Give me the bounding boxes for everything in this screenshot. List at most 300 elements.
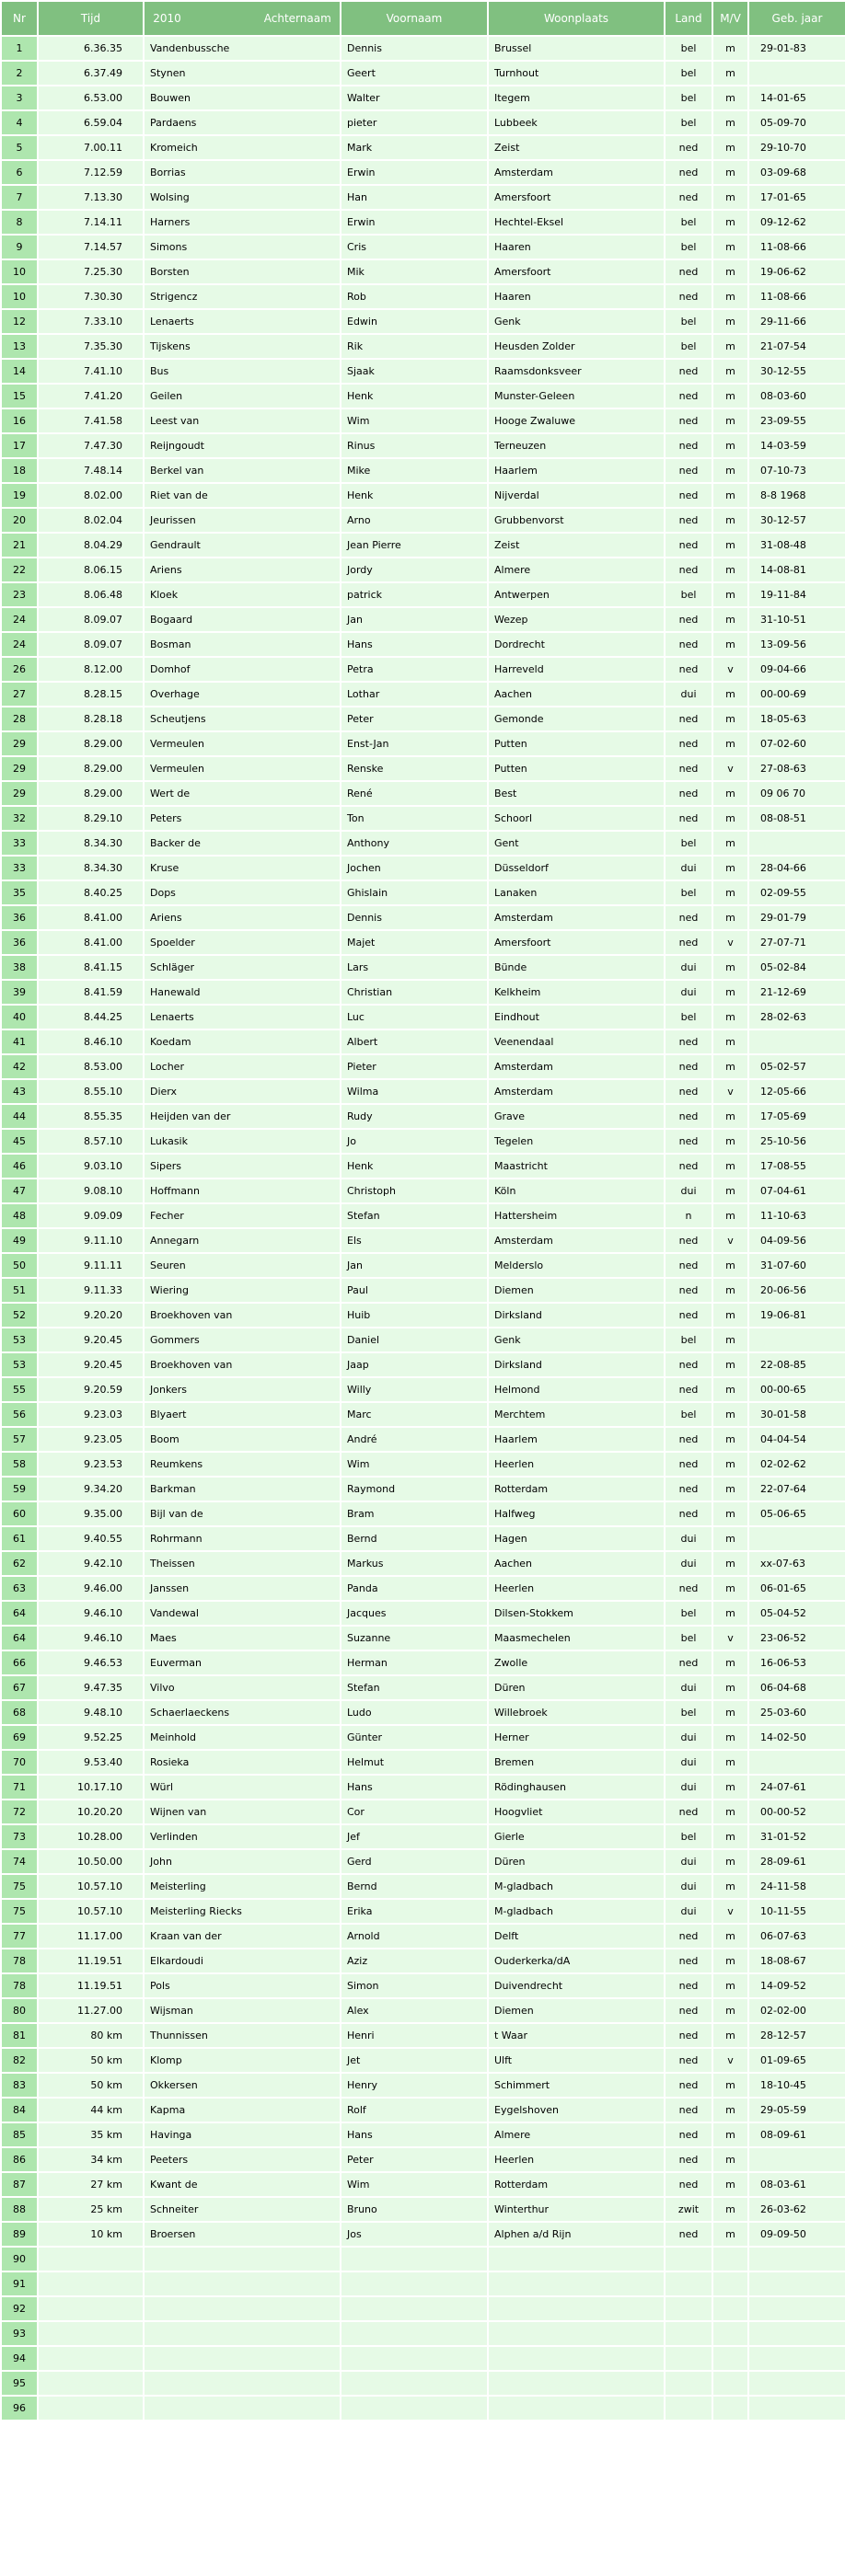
cell-geb-jaar: 06-07-63 (749, 1925, 845, 1948)
cell-land: bel (666, 211, 712, 234)
cell-woonplaats: Brussel (489, 37, 664, 60)
cell-land: ned (666, 434, 712, 457)
cell-mv (713, 2322, 747, 2345)
cell-tijd: 8.29.10 (39, 807, 143, 830)
cell-woonplaats: Heerlen (489, 1577, 664, 1600)
cell-nr: 21 (2, 534, 37, 557)
cell-voornaam: Simon (341, 1974, 487, 1997)
cell-geb-jaar: 12-05-66 (749, 1080, 845, 1103)
cell-tijd: 8.34.30 (39, 857, 143, 880)
cell-land: ned (666, 1353, 712, 1376)
cell-mv: m (713, 186, 747, 209)
cell-mv: m (713, 1204, 747, 1227)
table-row (2, 1453, 845, 1476)
cell-geb-jaar: 07-02-60 (749, 732, 845, 755)
cell-geb-jaar (749, 1328, 845, 1351)
cell-mv (713, 2272, 747, 2295)
cell-woonplaats: Köln (489, 1179, 664, 1202)
table-row (2, 1304, 845, 1327)
table-row (2, 608, 845, 631)
cell-voornaam: Wilma (341, 1080, 487, 1103)
cell-woonplaats: Grave (489, 1105, 664, 1128)
table-row (2, 360, 845, 383)
table-row (2, 981, 845, 1004)
cell-achternaam (145, 2248, 340, 2271)
cell-nr: 44 (2, 1105, 37, 1128)
cell-voornaam: Wim (341, 2173, 487, 2196)
cell-nr: 72 (2, 1800, 37, 1823)
cell-voornaam: Rudy (341, 1105, 487, 1128)
cell-nr: 5 (2, 136, 37, 159)
cell-land: ned (666, 1130, 712, 1153)
table-row (2, 1080, 845, 1103)
cell-land: bel (666, 86, 712, 109)
cell-tijd: 9.11.10 (39, 1229, 143, 1252)
header-woonplaats[interactable]: Woonplaats (489, 2, 664, 35)
cell-nr: 45 (2, 1130, 37, 1153)
cell-mv: m (713, 1925, 747, 1948)
cell-nr: 71 (2, 1776, 37, 1799)
cell-voornaam: Erwin (341, 211, 487, 234)
cell-geb-jaar: 11-08-66 (749, 285, 845, 308)
cell-woonplaats: Aachen (489, 1552, 664, 1575)
table-row (2, 832, 845, 855)
cell-geb-jaar: 28-12-57 (749, 2024, 845, 2047)
cell-achternaam: Pols (145, 1974, 340, 1997)
table-row (2, 1229, 845, 1252)
cell-land: ned (666, 484, 712, 507)
cell-geb-jaar (749, 2148, 845, 2171)
table-row (2, 1279, 845, 1302)
cell-tijd: 9.35.00 (39, 1502, 143, 1525)
cell-nr: 46 (2, 1155, 37, 1178)
cell-geb-jaar: 09-04-66 (749, 658, 845, 681)
cell-mv: m (713, 236, 747, 259)
cell-tijd: 7.25.30 (39, 260, 143, 283)
cell-land: ned (666, 509, 712, 532)
cell-geb-jaar: 05-09-70 (749, 111, 845, 134)
cell-nr: 38 (2, 956, 37, 979)
cell-mv (713, 2347, 747, 2370)
table-row (2, 1577, 845, 1600)
cell-nr: 4 (2, 111, 37, 134)
cell-nr: 93 (2, 2322, 37, 2345)
cell-tijd: 7.14.11 (39, 211, 143, 234)
cell-geb-jaar: 29-01-79 (749, 906, 845, 929)
cell-mv: m (713, 136, 747, 159)
cell-voornaam (341, 2322, 487, 2345)
cell-voornaam: Renske (341, 757, 487, 780)
cell-mv: m (713, 906, 747, 929)
cell-nr: 53 (2, 1353, 37, 1376)
cell-achternaam: Broekhoven van (145, 1353, 340, 1376)
cell-land: ned (666, 2024, 712, 2047)
cell-tijd: 80 km (39, 2024, 143, 2047)
cell-voornaam: Arnold (341, 1925, 487, 1948)
cell-tijd: 7.41.58 (39, 409, 143, 432)
cell-woonplaats: t Waar (489, 2024, 664, 2047)
table-row (2, 1949, 845, 1972)
cell-land: ned (666, 1378, 712, 1401)
cell-voornaam: Rolf (341, 2099, 487, 2122)
cell-woonplaats: Putten (489, 732, 664, 755)
cell-voornaam: Markus (341, 1552, 487, 1575)
cell-land: ned (666, 161, 712, 184)
cell-tijd: 6.37.49 (39, 62, 143, 85)
cell-land: zwit (666, 2198, 712, 2221)
cell-mv: m (713, 807, 747, 830)
cell-mv: m (713, 1800, 747, 1823)
cell-voornaam: Willy (341, 1378, 487, 1401)
cell-woonplaats: Wezep (489, 608, 664, 631)
table-row (2, 534, 845, 557)
cell-voornaam: Suzanne (341, 1627, 487, 1650)
cell-woonplaats: Almere (489, 2123, 664, 2146)
cell-nr: 1 (2, 37, 37, 60)
cell-land: ned (666, 658, 712, 681)
cell-geb-jaar: 18-08-67 (749, 1949, 845, 1972)
cell-land: ned (666, 2223, 712, 2246)
cell-achternaam: Dops (145, 881, 340, 904)
cell-mv: m (713, 1353, 747, 1376)
cell-land: ned (666, 732, 712, 755)
cell-geb-jaar: 29-01-83 (749, 37, 845, 60)
cell-mv (713, 2372, 747, 2395)
cell-tijd: 8.55.35 (39, 1105, 143, 1128)
cell-nr: 12 (2, 310, 37, 333)
cell-geb-jaar: 06-01-65 (749, 1577, 845, 1600)
header-achternaam-label: Achternaam (263, 12, 331, 25)
cell-geb-jaar: 30-01-58 (749, 1403, 845, 1426)
cell-mv: m (713, 1751, 747, 1774)
cell-land: bel (666, 1403, 712, 1426)
cell-voornaam (341, 2347, 487, 2370)
table-row (2, 111, 845, 134)
cell-geb-jaar (749, 2372, 845, 2395)
cell-achternaam: Seuren (145, 1254, 340, 1277)
cell-tijd: 27 km (39, 2173, 143, 2196)
cell-tijd: 35 km (39, 2123, 143, 2146)
cell-land: ned (666, 1478, 712, 1501)
cell-nr: 10 (2, 260, 37, 283)
cell-land: dui (666, 1776, 712, 1799)
cell-woonplaats: Dilsen-Stokkem (489, 1602, 664, 1625)
cell-nr: 68 (2, 1701, 37, 1724)
cell-woonplaats: M-gladbach (489, 1900, 664, 1923)
cell-tijd: 8.28.15 (39, 683, 143, 706)
cell-woonplaats: Harreveld (489, 658, 664, 681)
cell-voornaam: Jet (341, 2049, 487, 2072)
cell-tijd: 8.06.15 (39, 558, 143, 581)
table-row (2, 2297, 845, 2320)
cell-geb-jaar: 00-00-69 (749, 683, 845, 706)
cell-achternaam: Meisterling Riecks (145, 1900, 340, 1923)
cell-achternaam: Bus (145, 360, 340, 383)
cell-land: ned (666, 1155, 712, 1178)
cell-nr: 47 (2, 1179, 37, 1202)
cell-geb-jaar: 07-10-73 (749, 459, 845, 482)
cell-woonplaats: Alphen a/d Rijn (489, 2223, 664, 2246)
table-row (2, 1328, 845, 1351)
cell-geb-jaar: 21-07-54 (749, 335, 845, 358)
cell-mv: m (713, 1130, 747, 1153)
cell-nr: 33 (2, 832, 37, 855)
cell-voornaam: Jean Pierre (341, 534, 487, 557)
cell-geb-jaar (749, 2397, 845, 2420)
cell-geb-jaar: 08-08-51 (749, 807, 845, 830)
cell-nr: 36 (2, 931, 37, 954)
cell-mv: m (713, 956, 747, 979)
cell-geb-jaar: 17-05-69 (749, 1105, 845, 1128)
cell-achternaam: Theissen (145, 1552, 340, 1575)
cell-achternaam: Locher (145, 1055, 340, 1078)
table-row (2, 1254, 845, 1277)
cell-tijd: 7.30.30 (39, 285, 143, 308)
cell-voornaam: Henri (341, 2024, 487, 2047)
cell-geb-jaar: 13-09-56 (749, 633, 845, 656)
cell-tijd: 7.47.30 (39, 434, 143, 457)
cell-woonplaats: Hoogvliet (489, 1800, 664, 1823)
cell-voornaam: Huib (341, 1304, 487, 1327)
table-row (2, 1974, 845, 1997)
table-row (2, 161, 845, 184)
table-row (2, 757, 845, 780)
table-row (2, 2198, 845, 2221)
cell-land: ned (666, 1428, 712, 1451)
cell-woonplaats: Tegelen (489, 1130, 664, 1153)
table-row (2, 1179, 845, 1202)
cell-woonplaats: Amersfoort (489, 931, 664, 954)
cell-tijd: 8.57.10 (39, 1130, 143, 1153)
cell-mv: m (713, 335, 747, 358)
cell-achternaam: Bijl van de (145, 1502, 340, 1525)
cell-geb-jaar (749, 2272, 845, 2295)
cell-mv: m (713, 86, 747, 109)
cell-nr: 74 (2, 1850, 37, 1873)
header-nr[interactable]: Nr (2, 2, 37, 35)
table-row (2, 211, 845, 234)
cell-geb-jaar (749, 62, 845, 85)
table-row (2, 1676, 845, 1699)
cell-tijd: 9.46.53 (39, 1651, 143, 1674)
cell-geb-jaar: 27-07-71 (749, 931, 845, 954)
cell-tijd: 10.50.00 (39, 1850, 143, 1873)
cell-mv: m (713, 857, 747, 880)
cell-nr: 32 (2, 807, 37, 830)
table-row (2, 509, 845, 532)
cell-achternaam: Bouwen (145, 86, 340, 109)
cell-woonplaats: Amsterdam (489, 1055, 664, 1078)
cell-geb-jaar: 30-12-57 (749, 509, 845, 532)
cell-achternaam: Maes (145, 1627, 340, 1650)
cell-mv: m (713, 2099, 747, 2122)
cell-voornaam (341, 2248, 487, 2271)
cell-woonplaats: Genk (489, 310, 664, 333)
table-row (2, 1776, 845, 1799)
cell-nr: 2 (2, 62, 37, 85)
cell-nr: 29 (2, 782, 37, 805)
cell-achternaam: Fecher (145, 1204, 340, 1227)
table-row (2, 236, 845, 259)
cell-tijd: 50 km (39, 2074, 143, 2097)
header-land[interactable]: Land (666, 2, 712, 35)
cell-tijd (39, 2347, 143, 2370)
cell-voornaam: Jordy (341, 558, 487, 581)
cell-woonplaats: Düren (489, 1676, 664, 1699)
cell-land: ned (666, 2148, 712, 2171)
cell-tijd: 8.06.48 (39, 583, 143, 606)
header-achternaam[interactable] (145, 2, 340, 35)
cell-geb-jaar: 04-09-56 (749, 1229, 845, 1252)
cell-mv: m (713, 1552, 747, 1575)
cell-tijd: 8.53.00 (39, 1055, 143, 1078)
cell-achternaam (145, 2322, 340, 2345)
cell-geb-jaar (749, 1751, 845, 1774)
cell-woonplaats: Schoorl (489, 807, 664, 830)
cell-geb-jaar: 31-08-48 (749, 534, 845, 557)
cell-mv: m (713, 1453, 747, 1476)
cell-land: ned (666, 782, 712, 805)
cell-geb-jaar: 27-08-63 (749, 757, 845, 780)
cell-nr: 87 (2, 2173, 37, 2196)
cell-geb-jaar: 05-02-84 (749, 956, 845, 979)
table-row (2, 1726, 845, 1749)
table-row (2, 1651, 845, 1674)
cell-woonplaats: Amsterdam (489, 906, 664, 929)
cell-land: ned (666, 707, 712, 730)
cell-land (666, 2272, 712, 2295)
cell-voornaam: Cor (341, 1800, 487, 1823)
cell-voornaam: Ghislain (341, 881, 487, 904)
table-row (2, 2322, 845, 2345)
cell-nr: 29 (2, 757, 37, 780)
cell-geb-jaar: 08-09-61 (749, 2123, 845, 2146)
cell-tijd (39, 2322, 143, 2345)
cell-woonplaats: Zwolle (489, 1651, 664, 1674)
cell-tijd: 34 km (39, 2148, 143, 2171)
table-row (2, 335, 845, 358)
cell-woonplaats (489, 2397, 664, 2420)
cell-nr: 29 (2, 732, 37, 755)
cell-voornaam: Jacques (341, 1602, 487, 1625)
cell-voornaam: Bernd (341, 1875, 487, 1898)
cell-geb-jaar: 23-06-52 (749, 1627, 845, 1650)
cell-achternaam: Pardaens (145, 111, 340, 134)
table-row (2, 1825, 845, 1848)
cell-mv: m (713, 608, 747, 631)
cell-mv: m (713, 1179, 747, 1202)
cell-achternaam: Kwant de (145, 2173, 340, 2196)
cell-woonplaats: Maastricht (489, 1155, 664, 1178)
cell-voornaam (341, 2397, 487, 2420)
header-voornaam[interactable]: Voornaam (341, 2, 487, 35)
table-row (2, 86, 845, 109)
cell-tijd: 9.08.10 (39, 1179, 143, 1202)
cell-nr: 64 (2, 1627, 37, 1650)
header-geb-jaar[interactable]: Geb. jaar (749, 2, 845, 35)
cell-mv: m (713, 2173, 747, 2196)
header-tijd[interactable]: Tijd (39, 2, 143, 35)
cell-achternaam: Jeurissen (145, 509, 340, 532)
cell-nr: 40 (2, 1006, 37, 1029)
cell-achternaam: Leest van (145, 409, 340, 432)
cell-achternaam: Overhage (145, 683, 340, 706)
cell-mv: m (713, 1478, 747, 1501)
table-row (2, 1204, 845, 1227)
cell-voornaam: Stefan (341, 1204, 487, 1227)
cell-woonplaats: Delft (489, 1925, 664, 1948)
cell-nr: 3 (2, 86, 37, 109)
cell-land: dui (666, 981, 712, 1004)
header-mv[interactable]: M/V (713, 2, 747, 35)
cell-voornaam: Henk (341, 484, 487, 507)
cell-land: ned (666, 1999, 712, 2022)
table-row (2, 2099, 845, 2122)
cell-tijd: 9.20.59 (39, 1378, 143, 1401)
cell-nr: 62 (2, 1552, 37, 1575)
cell-land: ned (666, 459, 712, 482)
cell-geb-jaar: 21-12-69 (749, 981, 845, 1004)
cell-voornaam: Peter (341, 707, 487, 730)
cell-land: n (666, 1204, 712, 1227)
cell-mv: m (713, 1006, 747, 1029)
cell-geb-jaar: 19-06-81 (749, 1304, 845, 1327)
cell-geb-jaar (749, 2347, 845, 2370)
cell-achternaam: Thunnissen (145, 2024, 340, 2047)
cell-achternaam (145, 2372, 340, 2395)
cell-woonplaats: Kelkheim (489, 981, 664, 1004)
table-row (2, 310, 845, 333)
cell-voornaam (341, 2297, 487, 2320)
cell-geb-jaar: 14-08-81 (749, 558, 845, 581)
cell-tijd: 6.36.35 (39, 37, 143, 60)
cell-nr: 58 (2, 1453, 37, 1476)
table-row (2, 881, 845, 904)
cell-achternaam: Blyaert (145, 1403, 340, 1426)
cell-land: dui (666, 1850, 712, 1873)
table-row (2, 683, 845, 706)
cell-nr: 86 (2, 2148, 37, 2171)
cell-tijd: 8.41.59 (39, 981, 143, 1004)
cell-achternaam: Schläger (145, 956, 340, 979)
cell-geb-jaar: 18-10-45 (749, 2074, 845, 2097)
table-row (2, 633, 845, 656)
cell-woonplaats: M-gladbach (489, 1875, 664, 1898)
cell-land: ned (666, 2049, 712, 2072)
table-row (2, 1055, 845, 1078)
cell-tijd: 7.41.20 (39, 385, 143, 408)
cell-geb-jaar: 29-11-66 (749, 310, 845, 333)
cell-nr: 41 (2, 1030, 37, 1053)
cell-voornaam: Marc (341, 1403, 487, 1426)
cell-voornaam: Arno (341, 509, 487, 532)
table-row (2, 1627, 845, 1650)
cell-achternaam: Lukasik (145, 1130, 340, 1153)
cell-geb-jaar: 20-06-56 (749, 1279, 845, 1302)
cell-land: bel (666, 1602, 712, 1625)
cell-achternaam: Simons (145, 236, 340, 259)
cell-geb-jaar: 02-02-00 (749, 1999, 845, 2022)
cell-woonplaats: Raamsdonksveer (489, 360, 664, 383)
cell-tijd: 9.47.35 (39, 1676, 143, 1699)
cell-land: ned (666, 1651, 712, 1674)
cell-mv: m (713, 1105, 747, 1128)
cell-geb-jaar: 03-09-68 (749, 161, 845, 184)
cell-geb-jaar (749, 1527, 845, 1550)
cell-land: ned (666, 360, 712, 383)
cell-nr: 23 (2, 583, 37, 606)
cell-voornaam: Rik (341, 335, 487, 358)
